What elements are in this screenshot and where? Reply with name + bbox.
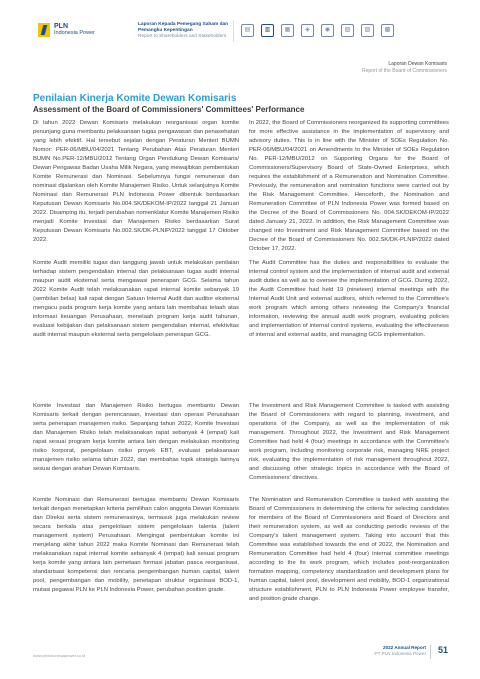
chapter-title [138, 22, 238, 40]
chapter-nav [241, 24, 394, 37]
paragraph-id-audit-committee: Komite Audit memiliki tugas dan tanggung jawab untuk melakukan penilaian terhadap sistem pengendalian internal dan pelaksanaan tugas audit internal maupun audit eksternal serta mengawasi penerapan GCG. Selama tahun 2022 Komite Audit telah melaksanakan rapat internal komite sebanyak 19 (sembilan belas) kali rapat dengan Satuan Internal Audit dan auditor eksternal mengacu pada program kerja komite yang antara lain membahas telaah atas informasi keuangan Perusahaan, menelaah program kerja audit tahunan, evaluasi kebijakan dan pelaksanaan sistem pengendalian internal, efektivitas audit internal maupun eksternal serta pengelolaan penerapan GCG. [33, 260, 239, 338]
report-company: PT PLN Indonesia Power [374, 651, 426, 656]
chapter-title-id-line1: Laporan Kepada Pemegang Saham dan [138, 22, 229, 27]
website-link[interactable]: www.plnindonesiapower.co.id [33, 653, 86, 658]
sustainability-icon[interactable]: ◉ [321, 24, 334, 37]
page-title: Penilaian Kinerja Komite Dewan Komisaris [33, 93, 237, 104]
paragraph-en-audit-committee: The Audit Committee has the duties and responsibilities to evaluate the internal control system and the implementation of internal audit and external audit duties as well as to oversee the implementation of GCG. During 2022, the Audit Committee had held 19 (nineteen) internal meetings with the Internal Audit Unit and external auditors, which referred to the Committee's work program which among others reviewing the Company's financial information, reviewing the annual audit work program, evaluating policies and implementation of internal control systems, evaluating the effectiveness of internal and external audits, and managing GCG implementation. [249, 260, 449, 338]
header-divider [233, 20, 234, 42]
chapter-title-en: Report to Shareholders and Stakeholders [138, 34, 227, 39]
document-icon[interactable]: ▩ [381, 24, 394, 37]
logo-name: PLN [54, 23, 68, 30]
profile-icon[interactable]: ▥ [261, 24, 274, 37]
paragraph-id-investment-risk-committee: Komite Investasi dan Manajemen Risiko bertugas membantu Dewan Komisaris terkait dengan perencanaan, investasi dan operasi Perusahaan serta penerapan manajemen risiko. Sepanjang tahun 2022, Komite Investasi dan Manajemen Risiko telah melaksanakan rapat sebanyak 4 (empat) kali rapat sesuai program kerja komite antara lain dengan melakukan monitoring risiko korporat, pengelolaan risiko proyek EBT, evaluasi pelaksanaan manajemen risiko selama tahun 2022, dan membahas topik strategis lainnya sesuai dengan arahan Dewan Komisaris. [33, 403, 239, 472]
paragraph-en-nomination-remuneration-committee: The Nomination and Remuneration Committee is tasked with assisting the Board of Commissioners in determining the criteria for selecting candidates for members of the Board of Commissioners and Board of Directors and their remuneration system, as well as conducting periodic reviews of the Company's talent management system. Taking into account that this Committee was established towards the end of 2022, the Nomination and Remuneration Committee had held 4 (four) internal committee meetings according to the its work program, which includes post-reorganization formation mapping, competency standardization and development plans for human capital, talent pool, development and mobility, BOD-1 organizational structure establishment, PLN to PLN Indonesia Power employee transfer, and position grade change. [249, 497, 449, 602]
pln-logo-icon [38, 23, 50, 37]
finance-icon[interactable]: ▧ [341, 24, 354, 37]
report-icon[interactable]: ▤ [241, 24, 254, 37]
chapter-title-id-line2: Pemangku Kepentingan [138, 28, 193, 33]
paragraph-en-reorganization: In 2022, the Board of Commissioners reorganized its supporting committees for more effective assistance in the implementation of supervisory and advisory duties. This is in line with the Minister of SOEs Regulation No. PER-06/MBU/04/2021 on Amendments to the Minister of SOEs Regulation No. PER-12/MBU/2012 on Supporting Organs for the Board of Commissioners/Supervisory Board of State-Owned Enterprises, which requires the establishment of a Remuneration and Nomination Committee. Previously, the remuneration and nomination functions were carried out by the Risk Management Committee. Henceforth, the Nomination and Remuneration Committee of PLN Indonesia Power was formed based on the Decree of the Board of Commissioners No. 004.SK/DEKOM-IP/2022 dated January 21, 2022. In addition, the Risk Management Committee was changed into Investment and Risk Management Committee based on the Decree of the Board of Commissioners No. 002.SK/DK-PLNIP/2022 dated October 17, 2022. [249, 120, 449, 252]
page-subtitle: Assessment of the Board of Commissioners' Committees' Performance [33, 105, 305, 114]
report-title: 2022 Annual Report [383, 645, 426, 650]
cross-reference-icon[interactable]: ▨ [361, 24, 374, 37]
footer-divider [430, 645, 431, 659]
paragraph-en-investment-risk-committee: The Investment and Risk Management Committee is tasked with assisting the Board of Commissioners with regard to planning, investment, and operations of the Company, as well as the implementation of risk management. Throughout 2022, the Investment and Risk Management Committee had held 4 (four) meetings in accordance with the Committee's work program, including monitoring corporate risk, managing NRE project risk, evaluating the implementation of risk management throughout 2022, and discussing other strategic topics in accordance with the Board of Commissioners' directives. [249, 403, 449, 481]
paragraph-id-nomination-remuneration-committee: Komite Nominasi dan Remunerasi bertugas membantu Dewan Komisaris terkait dengan menetapkan kriteria pemilihan calon anggota Dewan Komisaris dan Direksi serta sistem remunerasinya, termasuk juga melakukan review secara berkala atas pengelolaan sistem pengelolaan talenta (talent management system) Perusahaan. Mengingat pembentukan komite ini menjelang akhir tahun 2022 maka Komite Nominasi dan Remunerasi telah melaksanakan rapat internal komite sebanyak 4 (empat) kali sesuai program kerja komite yang antara lain pemetaan formasi jabatan pasca reorganisasi, standarisasi kompetensi dan rencana pengembangan human capital, talent pool, pengembangan dan mobility, penetapan struktur organisasi BOD-1, mutasi pegawai PLN ke PLN Indonesia Power, perubahan position grade. [33, 497, 239, 593]
report-label [375, 645, 427, 657]
section-tag [362, 61, 447, 74]
section-title-id: Laporan Dewan Komisaris [388, 61, 447, 67]
page-number: 51 [438, 645, 449, 655]
section-title-en: Report of the Board of Commissioners [361, 67, 447, 74]
company-logo [38, 23, 95, 37]
analysis-icon[interactable]: ▦ [281, 24, 294, 37]
paragraph-id-reorganization: Di tahun 2022 Dewan Komisaris melakukan reorganisasi organ komite penunjang guna membantu pelaksanaan tugas pengawasan dan penasehatan yang lebih efektif. Hal tersebut sejalan dengan Peraturan Menteri BUMN Nomor: PER-06/MBU/04/2021 Tentang Perubahan Atas Peraturan Menteri BUMN No.PER-12/MBU/2012 Tentang Organ Pendukung Dewan Komisaris/ Dewan Pengawas Badan Usaha Milik Negara, yang mewajibkan pembentukan Komite Remunerasi dan Nominasi. Sebelumnya fungsi remunerasi dan nominasi dijalankan oleh Komite Manajemen Risiko. Untuk selanjutnya Komite Nominasi dan Remunerasi PLN Indonesia Power dibentuk berdasarkan Keputusan Dewan Komisaris No.004.SK/DEKOM-IP/2022 tanggal 21 Januari 2022. Disamping itu, terjadi perubahan nomenklatur Komite Manajemen Risiko menjadi Komite Investasi dan Manajemen Risiko berdasarkan Surat Keputusan Dewan Komisaris No.002.SK/DK-PLNIP/2022 tanggal 17 Oktober 2022. [33, 120, 239, 243]
logo-subtitle: Indonesia Power [54, 30, 95, 36]
governance-icon[interactable]: ◈ [301, 24, 314, 37]
